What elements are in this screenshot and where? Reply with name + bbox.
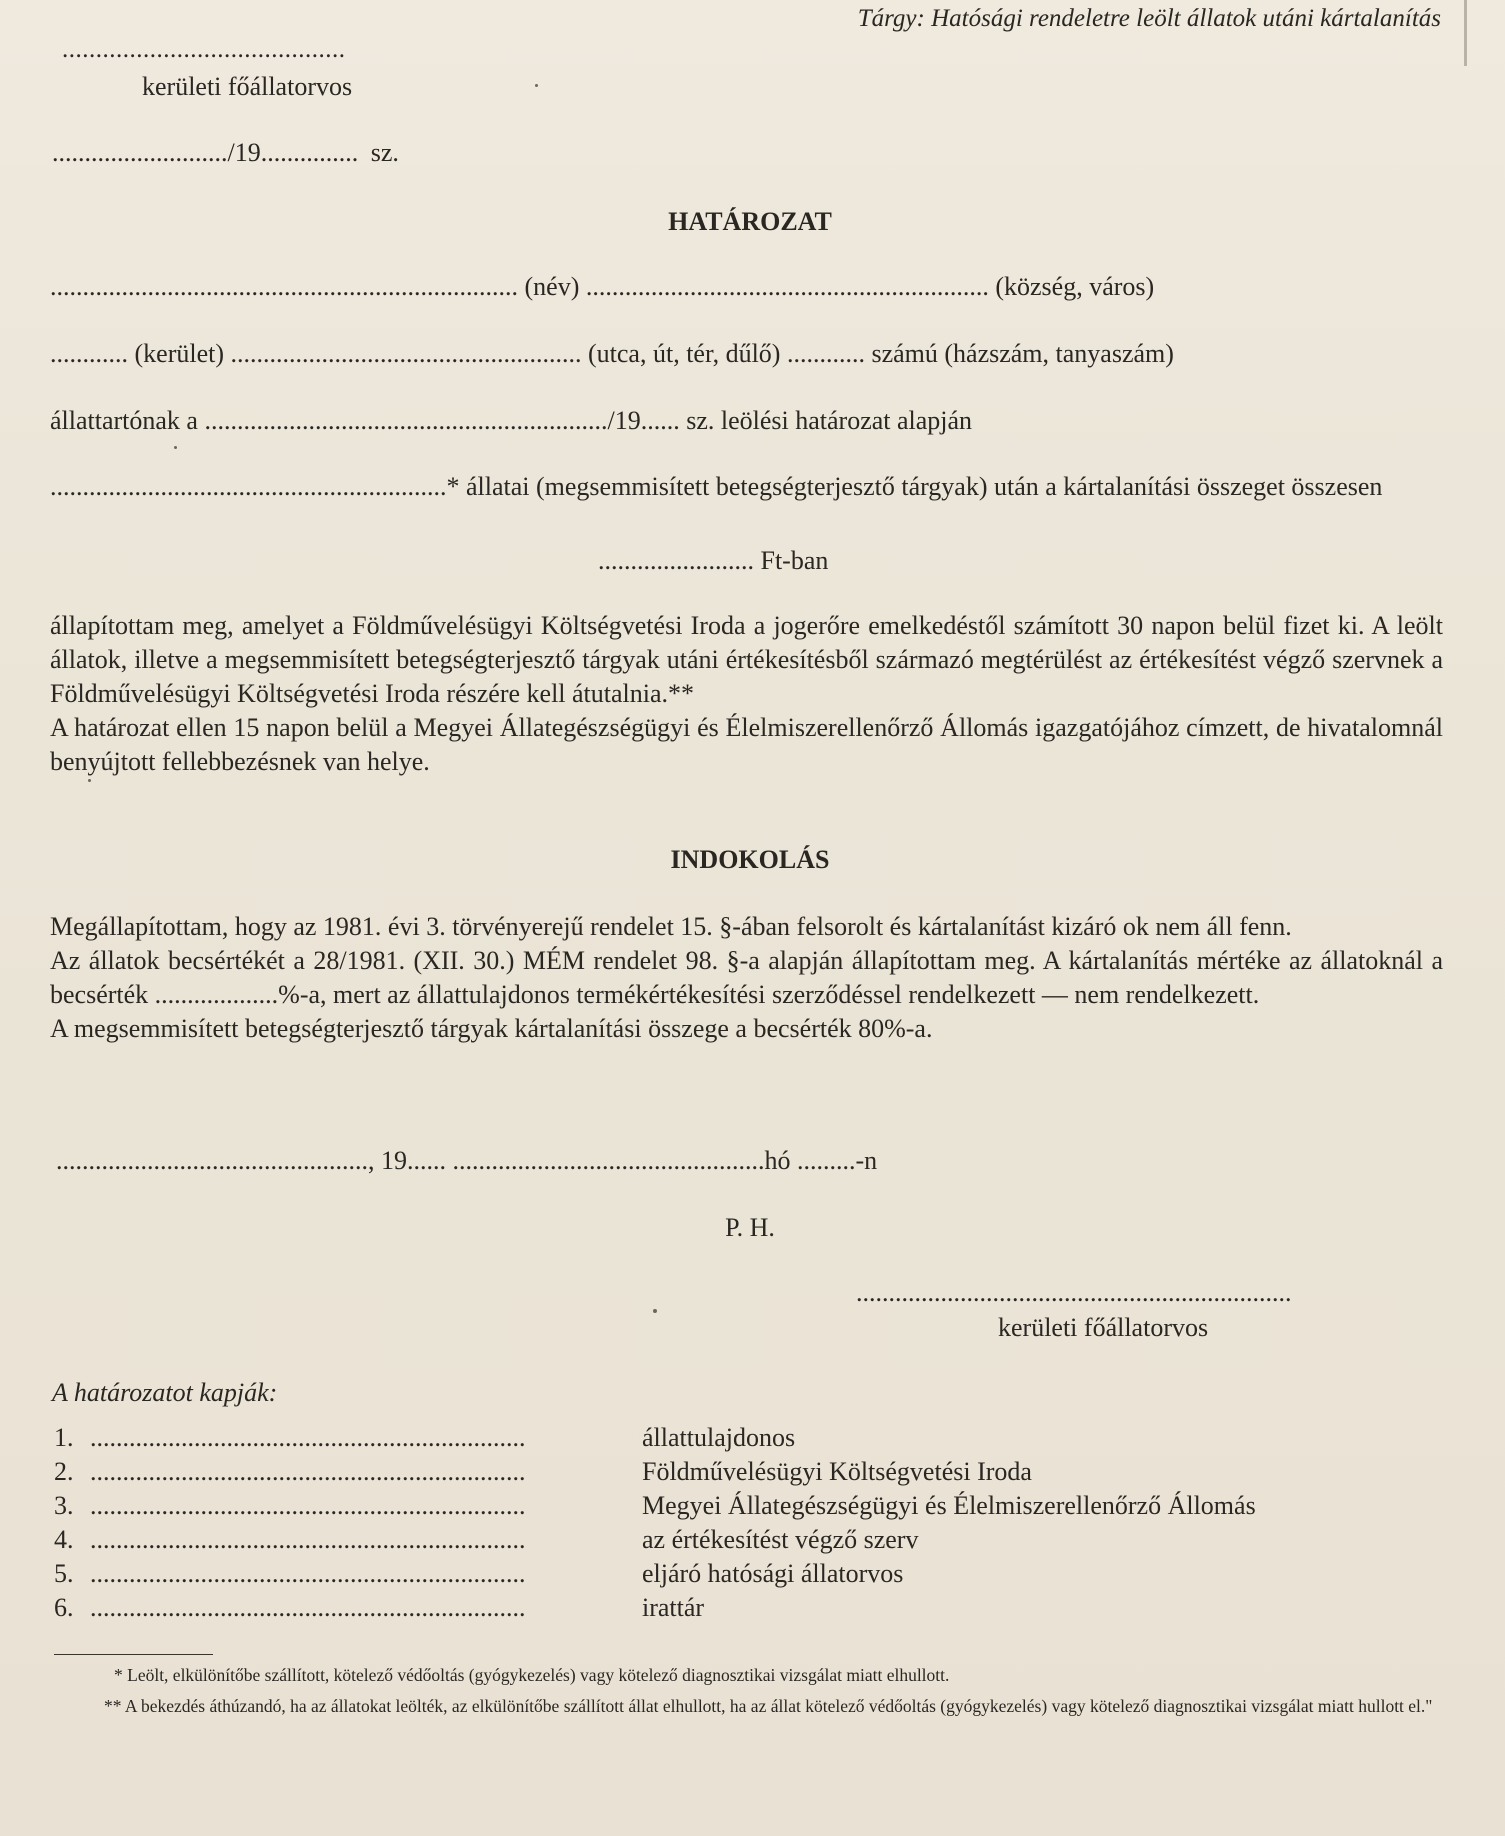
recipient-item: 3. ................................................................... Megyei Állategészségügyi és Élelmiszerellenőrző Állomás bbox=[54, 1491, 1256, 1520]
issuer-title: kerületi főállatorvos bbox=[142, 72, 353, 101]
signature-dots: ................................................................... bbox=[856, 1278, 1292, 1307]
paper-speck bbox=[535, 84, 538, 87]
recipient-item: 2. ................................................................... Földművelésügyi Költségvetési Iroda bbox=[54, 1457, 1032, 1486]
stamp-placeholder: P. H. bbox=[725, 1213, 775, 1242]
reasoning-paragraph-1: Megállapítottam, hogy az 1981. évi 3. törvényerejű rendelet 15. §-ában felsorolt és kártalanítást kizáró ok nem áll fenn. bbox=[50, 912, 1292, 941]
decision-amount-text: .............................................................* állatai (megsemmisített betegségterjesztő tárgyak) után a kártalanítási összeget összesen bbox=[50, 472, 1383, 501]
reasoning-paragraph-2: Az állatok becsértékét a 28/1981. (XII. 30.) MÉM rendelet 98. §-a alapján állapítottam meg. A kártalanítás mértéke az állatoknál a becsérték ...................%-a, mert az állattulajdonos termékértékesítési szerződéssel rendelkezett — nem rendelkezett. bbox=[50, 946, 1443, 1009]
paper-speck bbox=[174, 446, 177, 449]
decision-amount-paragraph bbox=[50, 470, 1443, 504]
decision-line-name: ........................................................................ (név) .............................................................. (község, város) bbox=[50, 272, 1155, 301]
issuer-dots: .......................................... bbox=[62, 36, 346, 63]
reasoning-paragraph-3: A megsemmisített betegségterjesztő tárgyak kártalanítási összege a becsérték 80%-a. bbox=[50, 1014, 933, 1043]
decision-body-paragraph-2: A határozat ellen 15 napon belül a Megyei Állategészségügyi és Élelmiszerellenőrző Állomás igazgatójához címzett, de hivatalomnál benyújtott fellebbezésnek van helye. bbox=[50, 713, 1443, 776]
decision-line-address: ............ (kerület) ...................................................... (utca, út, tér, dűlő) ............ számú (házszám, tanyaszám) bbox=[50, 339, 1174, 368]
decision-line-reference: állattartónak a ............................................................../19...... sz. leölési határozat alapján bbox=[50, 406, 973, 435]
footnotes bbox=[54, 1663, 1450, 1719]
reasoning-body bbox=[50, 910, 1443, 1046]
decision-body-paragraph-1: állapítottam meg, amelyet a Földművelésügyi Költségvetési Iroda a jogerőre emelkedéstől számított 30 napon belül fizet ki. A leölt állatok, illetve a megsemmisített betegségterjesztő tárgyak utáni értékesítésből származó megtérülést az értékesítést végző szervnek a Földművelésügyi Költségvetési Iroda részére kell átutalnia.** bbox=[50, 611, 1443, 708]
decision-body bbox=[50, 609, 1443, 779]
paper-speck bbox=[88, 779, 91, 782]
recipients-title: A határozatot kapják: bbox=[52, 1378, 278, 1407]
recipient-item: 4. ................................................................... az értékesítést végző szerv bbox=[54, 1525, 919, 1554]
recipient-item: 5. ................................................................... eljáró hatósági állatorvos bbox=[54, 1559, 904, 1588]
footnote-1: * Leölt, elkülönítőbe szállított, kötelező védőoltás (gyógykezelés) vagy kötelező diagnosztikai vizsgálat miatt elhullott. bbox=[114, 1665, 950, 1685]
subject-line: Tárgy: Hatósági rendeletre leölt állatok utáni kártalanítás bbox=[857, 5, 1441, 32]
recipients-list bbox=[54, 1421, 1256, 1625]
footnote-divider bbox=[54, 1654, 213, 1655]
reasoning-title: INDOKOLÁS bbox=[670, 845, 830, 874]
reference-number bbox=[52, 138, 399, 168]
date-line: ................................................, 19...... ................................................hó .........-n bbox=[56, 1146, 878, 1175]
reference-dots-2: ............... bbox=[260, 138, 359, 167]
recipient-item: 1. ................................................................... állattulajdonos bbox=[54, 1423, 796, 1452]
reference-dots-1: .........................../19 bbox=[52, 138, 261, 167]
reference-suffix: sz. bbox=[370, 138, 399, 167]
footnote-2: ** A bekezdés áthúzandó, ha az állatokat leölték, az elkülönítőbe szállított állat elhullott, ha az állat kötelező védőoltás (gyógykezelés) vagy kötelező diagnosztikai vizsgálat miatt hullott el." bbox=[104, 1696, 1433, 1716]
amount-ft-line: ........................ Ft-ban bbox=[598, 546, 829, 575]
signature-title: kerületi főállatorvos bbox=[998, 1313, 1209, 1342]
paper-speck bbox=[653, 1309, 657, 1313]
recipient-item: 6. ................................................................... irattár bbox=[54, 1593, 705, 1622]
page-frame-edge bbox=[1464, 0, 1467, 66]
decision-title: HATÁROZAT bbox=[668, 207, 832, 236]
